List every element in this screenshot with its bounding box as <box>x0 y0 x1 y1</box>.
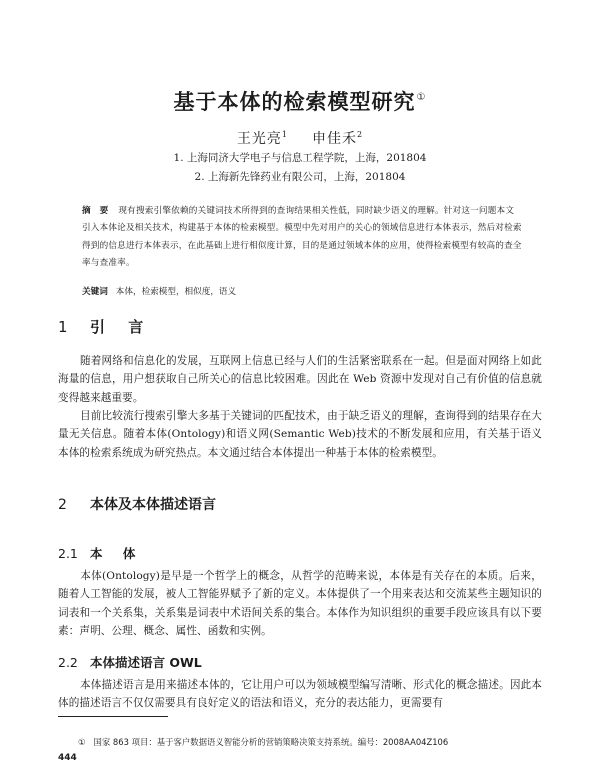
paragraph-text: 目前比较流行搜索引擎大多基于关键词的匹配技术，由于缺乏语义的理解，查询得到的结果存在大量无关信息。随着本体(Ontology)和语义网(Semantic Web)技术的不断发展和应用，有关基于语义本体的检索系统成为研究热点。本文通过结合本体提出一种基于本体的检索模型。 <box>58 410 542 459</box>
title-text: 基于本体的检索模型研究 <box>173 90 416 114</box>
section-title: 本体描述语言 OWL <box>90 655 202 670</box>
footnote-text: 国家 863 项目：基于客户数据语义智能分析的营销策略决策支持系统。编号：2008AA04Z106 <box>93 737 449 747</box>
section-number: 2.1 <box>58 546 78 561</box>
footnote-divider <box>58 716 168 717</box>
author-line <box>0 128 600 148</box>
paragraph-text: 本体描述语言是用来描述本体的，它让用户可以为领域模型编写清晰、形式化的概念描述。因此本体的描述语言不仅仅需要具有良好定义的语法和语义，充分的表达能力，更需要有 <box>58 679 542 710</box>
footnote-mark: ① <box>78 737 86 747</box>
paper-title <box>0 86 600 116</box>
keywords <box>82 285 236 297</box>
footnote <box>78 736 448 748</box>
section-number: 2 <box>58 497 67 513</box>
author-name: 王光亮 <box>236 131 282 147</box>
paragraph-text: 本体(Ontology)是早是一个哲学上的概念，从哲学的范畴来说，本体是有关存在的本质。后来，随着人工智能的发展，被人工智能界赋予了新的定义。本体提供了一个用来表达和交流某些主题知识的词表和一个关系集，关系集是词表中术语间关系的集合。本体作为知识组织的重要手段应该具有以下要素：声明、公理、概念、属性、函数和实例。 <box>58 570 542 638</box>
paragraph-intro-1 <box>58 352 542 407</box>
paragraph-owl <box>58 676 542 713</box>
section-title: 引 言 <box>90 318 153 336</box>
section-number: 1 <box>58 318 68 336</box>
keywords-label: 关键词 <box>82 287 108 297</box>
abstract-text: 现有搜索引擎依赖的关键词技术所得到的查询结果相关性低，同时缺少语义的理解。针对这一问题本文引入本体论及相关技术，构建基于本体的检索模型。模型中先对用户的关心的领域信息进行本体表示，然后对检索得到的信息进行本体表示，在此基础上进行相似度计算，目的是通过领域本体的应用，使得检索模型有较高的查全率与查准率。 <box>82 206 522 268</box>
section-number: 2.2 <box>58 655 78 670</box>
abstract-label: 摘 要 <box>82 206 109 216</box>
paragraph-text: 随着网络和信息化的发展，互联网上信息已经与人们的生活紧密联系在一起。但是面对网络上如此海量的信息，用户想获取自己所关心的信息比较困难。因此在 Web 资源中发现对自己有价值的信息就变得越来越重要。 <box>58 355 542 404</box>
subsection-heading-2-2 <box>58 653 202 671</box>
affiliation-2: 2. 上海新先锋药业有限公司，上海，201804 <box>194 171 406 183</box>
section-heading-1 <box>58 316 152 337</box>
title-footnote-mark: ① <box>416 92 427 103</box>
author-name: 申佳禾 <box>312 131 357 147</box>
section-heading-2 <box>58 494 216 514</box>
page-number: 444 <box>58 753 77 763</box>
affiliation-1: 1. 上海同济大学电子与信息工程学院，上海，201804 <box>173 152 427 164</box>
section-title: 本体及本体描述语言 <box>90 497 216 513</box>
author-affiliation-mark: 1 <box>281 130 288 139</box>
section-title: 本 体 <box>90 546 144 561</box>
subsection-heading-2-1 <box>58 544 143 562</box>
author-affiliation-mark: 2 <box>357 130 364 139</box>
paragraph-intro-2 <box>58 407 542 462</box>
abstract <box>82 203 522 272</box>
paragraph-ontology <box>58 567 542 641</box>
keywords-text: 本体，检索模型，相似度，语义 <box>115 287 237 297</box>
